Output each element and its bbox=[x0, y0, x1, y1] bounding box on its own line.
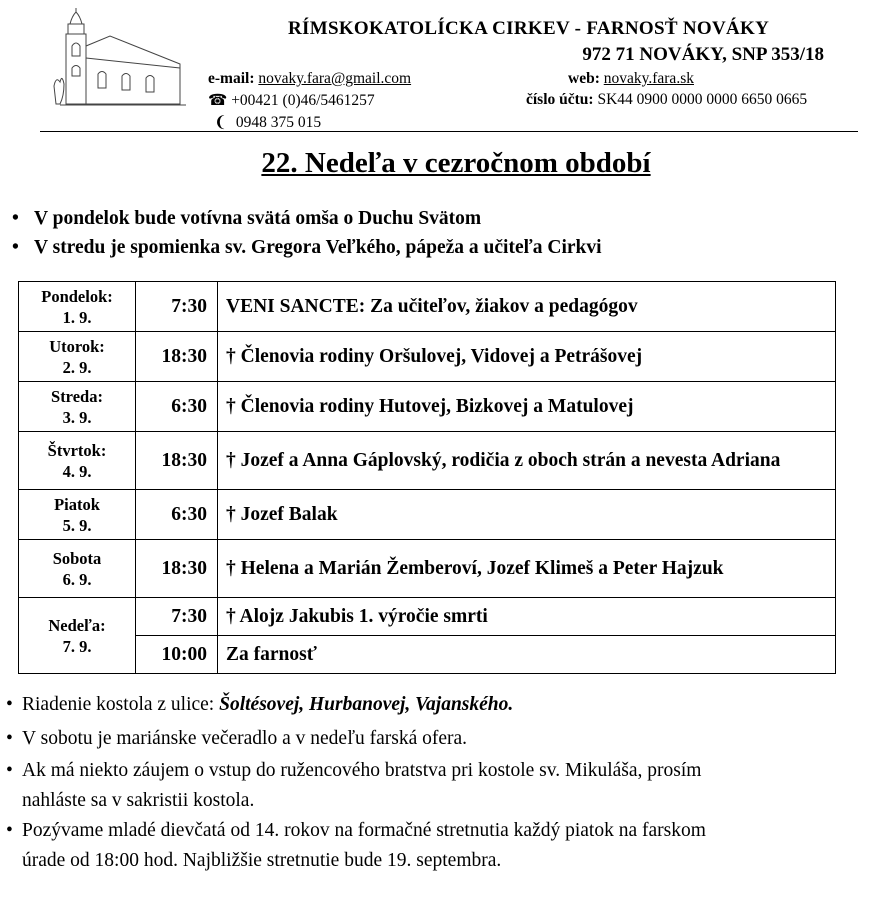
web-line bbox=[568, 70, 694, 88]
phone-line bbox=[208, 91, 375, 110]
bullet-icon: • bbox=[12, 208, 19, 229]
bullet-icon: • bbox=[6, 760, 13, 781]
account-line bbox=[526, 91, 807, 109]
time-cell: 18:30 bbox=[136, 332, 218, 382]
day-cell: Pondelok: 1. 9. bbox=[19, 282, 136, 332]
table-row bbox=[19, 598, 836, 636]
day-cell: Piatok 5. 9. bbox=[19, 490, 136, 540]
bullet-icon: • bbox=[6, 728, 13, 749]
mobile-phone-icon: ❨ bbox=[214, 114, 227, 131]
announcement-item: • V stredu je spomienka sv. Gregora Veľkého, pápeža a učiteľa Cirkvi bbox=[12, 237, 602, 258]
day-cell: Sobota 6. 9. bbox=[19, 540, 136, 598]
time-cell: 10:00 bbox=[136, 636, 218, 674]
intention-cell: Za farnosť bbox=[218, 636, 836, 674]
bullet-icon: • bbox=[6, 820, 13, 841]
church-logo bbox=[50, 6, 190, 110]
note-item: • Riadenie kostola z ulice: Šoltésovej, Hurbanovej, Vajanského. bbox=[6, 690, 513, 720]
table-row bbox=[19, 332, 836, 382]
table-row bbox=[19, 382, 836, 432]
email-line bbox=[208, 70, 411, 88]
account-label: číslo účtu: bbox=[526, 91, 594, 108]
note-item: • Pozývame mladé dievčatá od 14. rokov na formačné stretnutia každý piatok na farskom úrade od 18:00 hod. Najbližšie stretnutie bude 19. septembra. bbox=[6, 816, 706, 876]
day-cell: Nedeľa: 7. 9. bbox=[19, 598, 136, 674]
telephone-icon: ☎ bbox=[208, 92, 228, 109]
bullet-icon: • bbox=[6, 694, 13, 715]
bullet-icon: • bbox=[12, 237, 19, 258]
org-address: 972 71 NOVÁKY, SNP 353/18 bbox=[582, 44, 824, 65]
email-label: e-mail: bbox=[208, 70, 255, 87]
note-item: • Ak má niekto záujem o vstup do ružencového bratstva pri kostole sv. Mikuláša, prosím nahláste sa v sakristii kostola. bbox=[6, 756, 701, 816]
mobile-line bbox=[214, 113, 321, 132]
intention-cell: † Helena a Marián Žemberoví, Jozef Klimeš a Peter Hajzuk bbox=[218, 540, 836, 598]
web-label: web: bbox=[568, 70, 600, 87]
time-cell: 6:30 bbox=[136, 490, 218, 540]
table-row bbox=[19, 540, 836, 598]
note-item: • V sobotu je mariánske večeradlo a v nedeľu farská ofera. bbox=[6, 724, 467, 754]
table-row bbox=[19, 282, 836, 332]
intention-cell: † Alojz Jakubis 1. výročie smrti bbox=[218, 598, 836, 636]
intention-cell: † Jozef Balak bbox=[218, 490, 836, 540]
mass-schedule-table bbox=[18, 281, 836, 674]
time-cell: 18:30 bbox=[136, 540, 218, 598]
time-cell: 7:30 bbox=[136, 598, 218, 636]
day-cell: Utorok: 2. 9. bbox=[19, 332, 136, 382]
time-cell: 6:30 bbox=[136, 382, 218, 432]
intention-cell: VENI SANCTE: Za učiteľov, žiakov a pedagógov bbox=[218, 282, 836, 332]
intention-cell: † Členovia rodiny Hutovej, Bizkovej a Matulovej bbox=[218, 382, 836, 432]
day-cell: Štvrtok: 4. 9. bbox=[19, 432, 136, 490]
time-cell: 7:30 bbox=[136, 282, 218, 332]
org-name: RÍMSKOKATOLÍCKA CIRKEV - FARNOSŤ NOVÁKY bbox=[288, 18, 770, 39]
table-row bbox=[19, 490, 836, 540]
account-number: SK44 0900 0000 0000 6650 0665 bbox=[597, 91, 808, 108]
phone-number: +00421 (0)46/5461257 bbox=[231, 92, 375, 109]
web-link[interactable]: novaky.fara.sk bbox=[603, 70, 694, 87]
time-cell: 18:30 bbox=[136, 432, 218, 490]
table-row bbox=[19, 636, 836, 674]
page-title: 22. Nedeľa v cezročnom období bbox=[261, 147, 651, 179]
email-link[interactable]: novaky.fara@gmail.com bbox=[258, 70, 412, 87]
mobile-number: 0948 375 015 bbox=[235, 114, 322, 131]
day-cell: Streda: 3. 9. bbox=[19, 382, 136, 432]
table-row bbox=[19, 432, 836, 490]
announcement-item: • V pondelok bude votívna svätá omša o Duchu Svätom bbox=[12, 208, 482, 229]
intention-cell: † Členovia rodiny Oršulovej, Vidovej a Petrášovej bbox=[218, 332, 836, 382]
street-names: Šoltésovej, Hurbanovej, Vajanského. bbox=[219, 694, 514, 715]
intention-cell: † Jozef a Anna Gáplovský, rodičia z oboch strán a nevesta Adriana bbox=[218, 432, 836, 490]
header-divider bbox=[40, 131, 858, 132]
